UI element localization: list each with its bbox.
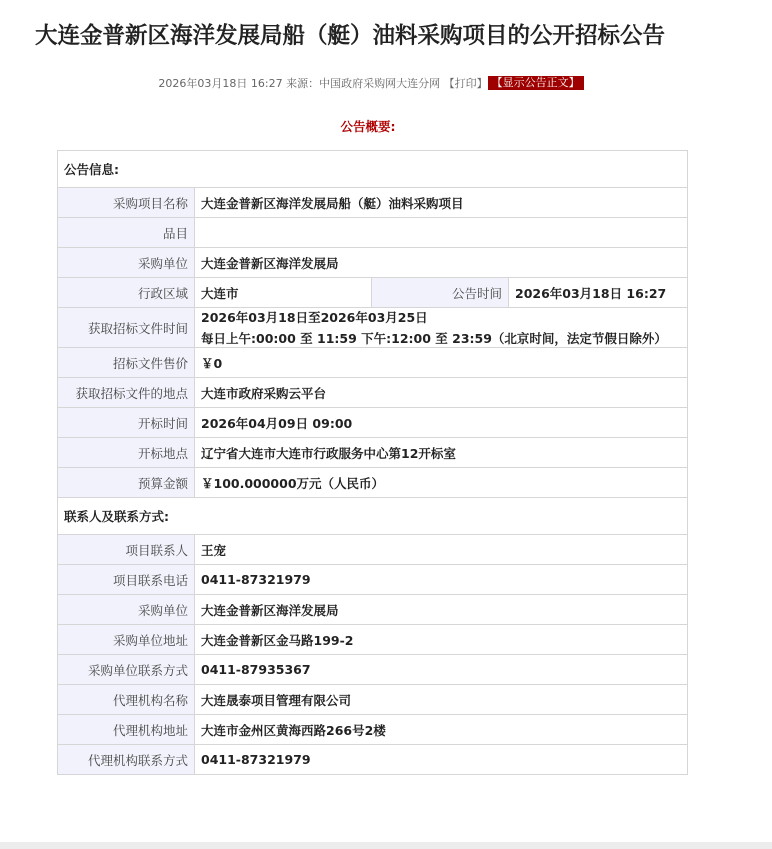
purchaser-address-label: 采购单位地址 <box>58 625 195 655</box>
budget-value: ￥100.000000万元（人民币） <box>195 468 688 498</box>
contact-phone-label: 项目联系电话 <box>58 565 195 595</box>
doc-price-value: ￥0 <box>195 348 688 378</box>
table-row <box>58 308 688 348</box>
contact-person-label: 项目联系人 <box>58 535 195 565</box>
table-row <box>58 188 688 218</box>
purchaser-contact-value: 0411-87935367 <box>195 655 688 685</box>
table-row <box>58 715 688 745</box>
region-value: 大连市 <box>195 278 372 308</box>
contact-phone-value: 0411-87321979 <box>195 565 688 595</box>
budget-label: 预算金额 <box>58 468 195 498</box>
show-notice-body-button[interactable]: 【显示公告正文】 <box>488 76 584 90</box>
table-row <box>58 565 688 595</box>
project-name-label: 采购项目名称 <box>58 188 195 218</box>
table-row <box>58 151 688 188</box>
region-label: 行政区域 <box>58 278 195 308</box>
table-row <box>58 468 688 498</box>
doc-place-label: 获取招标文件的地点 <box>58 378 195 408</box>
section-header-contact: 联系人及联系方式: <box>58 498 688 535</box>
table-row <box>58 498 688 535</box>
open-time-label: 开标时间 <box>58 408 195 438</box>
purchaser-value: 大连金普新区海洋发展局 <box>195 248 688 278</box>
agency-name-label: 代理机构名称 <box>58 685 195 715</box>
publish-time-label: 公告时间 <box>372 278 509 308</box>
doc-price-label: 招标文件售价 <box>58 348 195 378</box>
agency-contact-label: 代理机构联系方式 <box>58 745 195 775</box>
table-row <box>58 535 688 565</box>
doc-time-value <box>195 308 688 348</box>
page-title: 大连金普新区海洋发展局船（艇）油料采购项目的公开招标公告 <box>35 23 666 49</box>
doc-time-label: 获取招标文件时间 <box>58 308 195 348</box>
table-row <box>58 655 688 685</box>
open-place-label: 开标地点 <box>58 438 195 468</box>
contact-purchaser-label: 采购单位 <box>58 595 195 625</box>
notice-summary-table <box>57 150 688 775</box>
contact-person-value: 王宠 <box>195 535 688 565</box>
open-time-value: 2026年04月09日 09:00 <box>195 408 688 438</box>
table-row <box>58 248 688 278</box>
table-row <box>58 348 688 378</box>
table-row <box>58 625 688 655</box>
contact-purchaser-value: 大连金普新区海洋发展局 <box>195 595 688 625</box>
doc-time-line1: 2026年03月18日至2026年03月25日 <box>201 310 428 325</box>
purchaser-contact-label: 采购单位联系方式 <box>58 655 195 685</box>
agency-name-value: 大连晟泰项目管理有限公司 <box>195 685 688 715</box>
table-row <box>58 595 688 625</box>
article-meta <box>0 75 742 91</box>
items-value <box>195 218 688 248</box>
open-place-value: 辽宁省大连市大连市行政服务中心第12开标室 <box>195 438 688 468</box>
agency-address-label: 代理机构地址 <box>58 715 195 745</box>
purchaser-address-value: 大连金普新区金马路199-2 <box>195 625 688 655</box>
source-name: 中国政府采购网大连分网 <box>319 77 441 90</box>
table-row <box>58 378 688 408</box>
print-link[interactable]: 【打印】 <box>443 77 488 90</box>
agency-address-value: 大连市金州区黄海西路266号2楼 <box>195 715 688 745</box>
table-row <box>58 278 688 308</box>
doc-time-line2: 每日上午:00:00 至 11:59 下午:12:00 至 23:59（北京时间，法定节假日除外） <box>201 331 667 346</box>
summary-title: 公告概要: <box>340 119 396 134</box>
doc-place-value: 大连市政府采购云平台 <box>195 378 688 408</box>
table-row <box>58 685 688 715</box>
project-name-value: 大连金普新区海洋发展局船（艇）油料采购项目 <box>195 188 688 218</box>
section-header-info: 公告信息: <box>58 151 688 188</box>
purchaser-label: 采购单位 <box>58 248 195 278</box>
source-label: 来源： <box>286 77 320 90</box>
publish-time-value: 2026年03月18日 16:27 <box>509 278 688 308</box>
items-label: 品目 <box>58 218 195 248</box>
table-row <box>58 218 688 248</box>
agency-contact-value: 0411-87321979 <box>195 745 688 775</box>
table-row <box>58 745 688 775</box>
table-row <box>58 408 688 438</box>
publish-datetime: 2026年03月18日 16:27 <box>158 77 283 90</box>
table-row <box>58 438 688 468</box>
page-footer-bar <box>0 842 772 849</box>
